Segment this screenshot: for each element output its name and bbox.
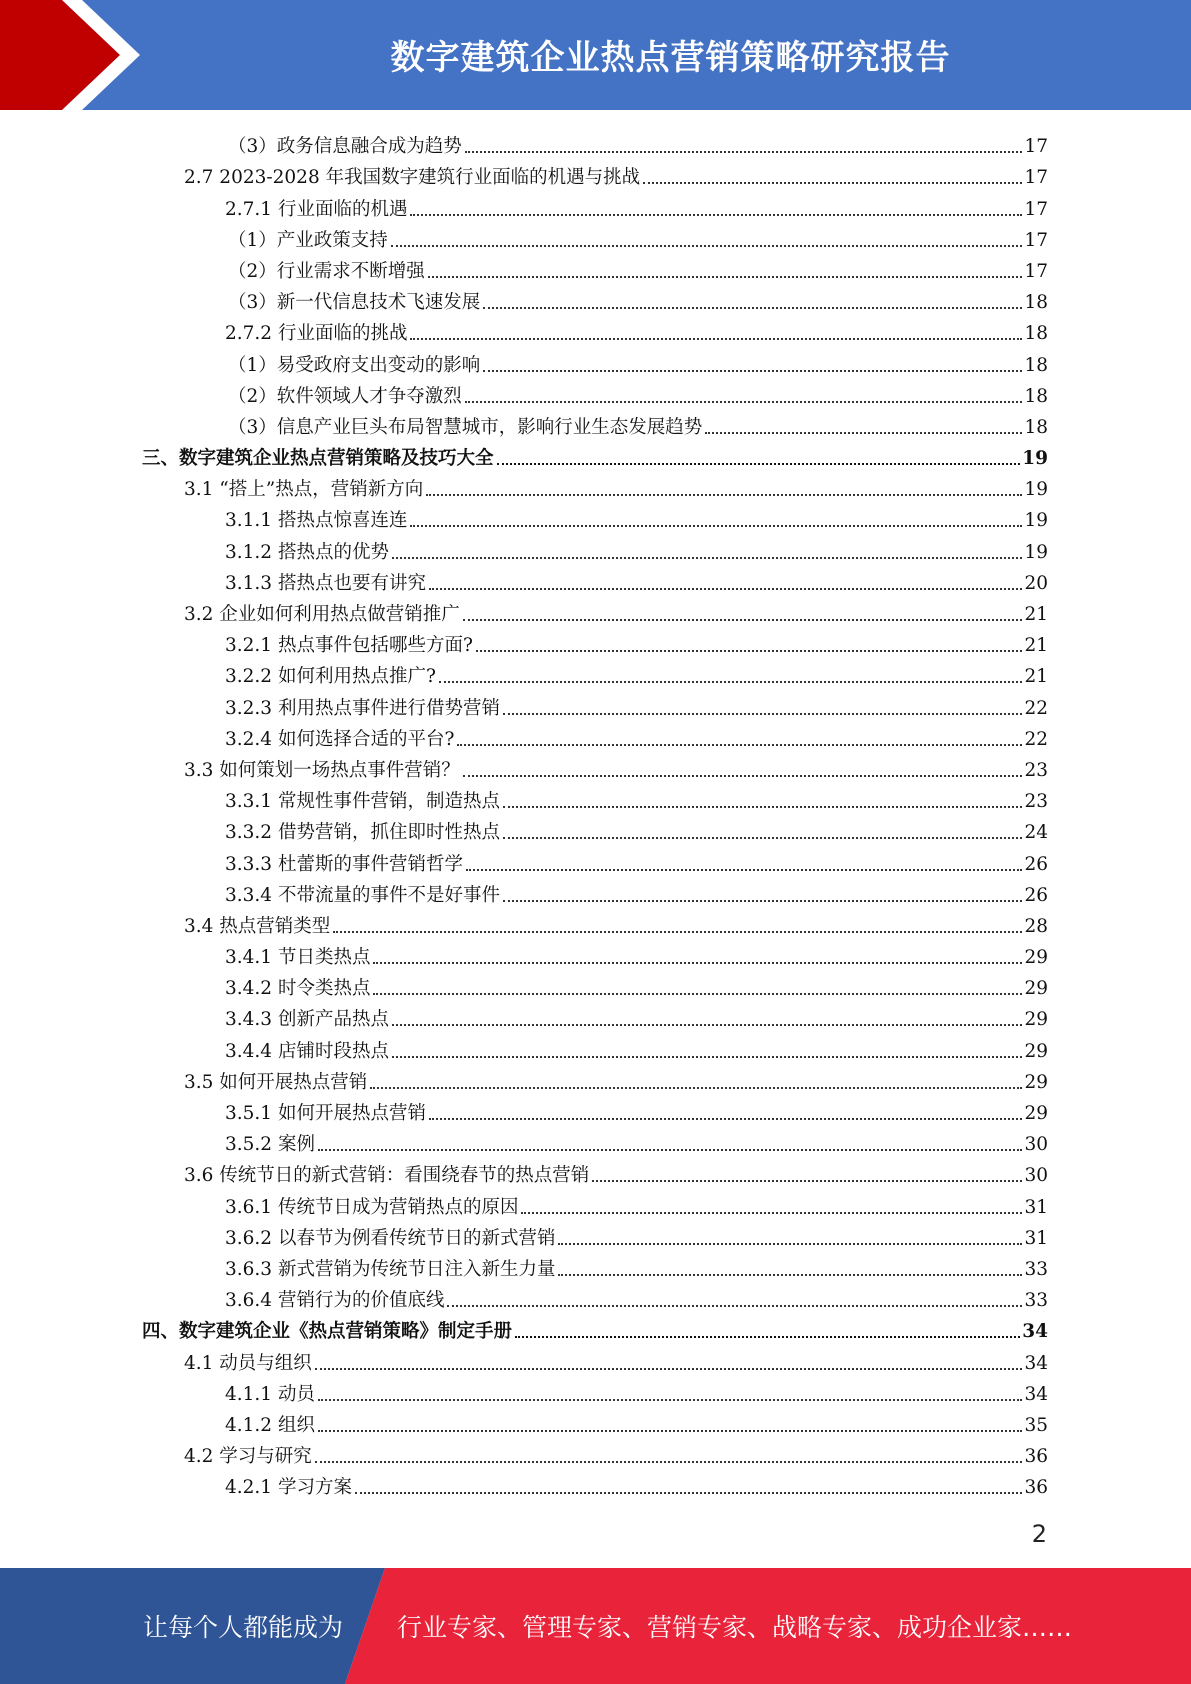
toc-entry-page: 30 <box>1024 1165 1048 1187</box>
toc-entry-label: 4.1.2 组织 <box>225 1414 315 1436</box>
toc-entry-page: 31 <box>1024 1196 1048 1218</box>
toc-entry[interactable] <box>0 657 1191 688</box>
toc-entry[interactable] <box>0 252 1191 283</box>
toc-entry-label: 3.3.3 杜蕾斯的事件营销哲学 <box>225 853 463 875</box>
toc-leader-dots <box>355 1492 1023 1494</box>
toc-leader-dots <box>373 993 1022 995</box>
toc-leader-dots <box>465 151 1023 153</box>
toc-leader-dots <box>457 744 1022 746</box>
toc-entry-page: 18 <box>1024 354 1048 376</box>
toc-entry-page: 23 <box>1024 791 1048 813</box>
toc-entry-label: 3.2.3 利用热点事件进行借势营销 <box>225 697 500 719</box>
toc-entry[interactable] <box>0 1187 1191 1218</box>
toc-entry-label: （1）产业政策支持 <box>228 229 388 251</box>
toc-entry[interactable] <box>0 876 1191 907</box>
toc-entry-label: 3.4.3 创新产品热点 <box>225 1009 389 1031</box>
footer-slogan-right: 行业专家、管理专家、营销专家、战略专家、成功企业家…… <box>397 1613 1073 1642</box>
toc-leader-dots <box>315 1461 1023 1463</box>
toc-entry-label: 3.5.2 案例 <box>225 1134 315 1156</box>
toc-leader-dots <box>463 775 1023 777</box>
toc-entry-label: 3.1.2 搭热点的优势 <box>225 541 389 563</box>
toc-entry-page: 29 <box>1024 1071 1048 1093</box>
toc-leader-dots <box>503 837 1022 839</box>
toc-entry-label: 3.2.4 如何选择合适的平台? <box>225 728 455 750</box>
toc-entry-page: 18 <box>1024 416 1048 438</box>
toc-leader-dots <box>503 713 1022 715</box>
toc-entry-label: 3.3.4 不带流量的事件不是好事件 <box>225 884 500 906</box>
toc-leader-dots <box>318 1430 1023 1432</box>
toc-entry-page: 26 <box>1024 884 1048 906</box>
page-footer <box>0 1568 1191 1684</box>
toc-leader-dots <box>483 370 1022 372</box>
toc-entry-page: 17 <box>1024 167 1048 189</box>
toc-leader-dots <box>429 588 1022 590</box>
toc-entry-page: 36 <box>1024 1477 1048 1499</box>
toc-leader-dots <box>465 401 1023 403</box>
toc-entry-page: 33 <box>1024 1290 1048 1312</box>
toc-entry[interactable] <box>0 1125 1191 1156</box>
toc-entry-label: 2.7.1 行业面临的机遇 <box>225 198 408 220</box>
toc-entry-page: 28 <box>1024 915 1048 937</box>
toc-entry-page: 19 <box>1024 541 1048 563</box>
toc-entry-page: 17 <box>1024 260 1048 282</box>
toc-entry-label: （1）易受政府支出变动的影响 <box>228 354 481 376</box>
toc-entry[interactable] <box>0 595 1191 626</box>
toc-entry-page: 29 <box>1024 947 1048 969</box>
toc-entry[interactable] <box>0 782 1191 813</box>
toc-entry-label: 4.2 学习与研究 <box>184 1446 312 1468</box>
toc-entry-page: 34 <box>1024 1383 1048 1405</box>
toc-leader-dots <box>410 214 1022 216</box>
toc-entry[interactable] <box>0 1156 1191 1187</box>
toc-leader-dots <box>428 276 1023 278</box>
toc-leader-dots <box>466 869 1022 871</box>
toc-entry[interactable] <box>0 751 1191 782</box>
toc-entry-page: 36 <box>1024 1446 1048 1468</box>
toc-entry[interactable] <box>0 1000 1191 1031</box>
toc-entry[interactable] <box>0 720 1191 751</box>
toc-entry[interactable] <box>0 314 1191 345</box>
toc-leader-dots <box>392 557 1022 559</box>
toc-entry-label: 3.6.1 传统节日成为营销热点的原因 <box>225 1196 519 1218</box>
toc-entry-label: （3）信息产业巨头布局智慧城市，影响行业生态发展趋势 <box>228 416 703 438</box>
toc-entry-page: 17 <box>1024 229 1048 251</box>
toc-leader-dots <box>521 1212 1022 1214</box>
toc-entry[interactable] <box>0 1281 1191 1312</box>
toc-entry[interactable] <box>0 907 1191 938</box>
toc-entry[interactable] <box>0 377 1191 408</box>
toc-leader-dots <box>476 650 1023 652</box>
toc-entry-page: 24 <box>1024 822 1048 844</box>
footer-slogan-left: 让每个人都能成为 <box>143 1613 344 1642</box>
toc-leader-dots <box>426 494 1022 496</box>
toc-entry-page: 19 <box>1024 510 1048 532</box>
toc-entry-page: 19 <box>1022 448 1048 470</box>
toc-entry-label: 四、数字建筑企业《热点营销策略》制定手册 <box>142 1321 513 1343</box>
toc-entry[interactable] <box>0 127 1191 158</box>
toc-entry-page: 21 <box>1024 635 1048 657</box>
toc-entry-page: 29 <box>1024 1040 1048 1062</box>
toc-entry-label: 3.6.4 营销行为的价值底线 <box>225 1290 445 1312</box>
toc-leader-dots <box>373 962 1022 964</box>
toc-leader-dots <box>318 1149 1023 1151</box>
toc-entry[interactable] <box>0 1312 1191 1343</box>
toc-entry-page: 34 <box>1024 1352 1048 1374</box>
toc-entry[interactable] <box>0 501 1191 532</box>
toc-entry-page: 34 <box>1022 1321 1048 1343</box>
toc-entry-page: 26 <box>1024 853 1048 875</box>
toc-entry[interactable] <box>0 1468 1191 1499</box>
toc-entry[interactable] <box>0 470 1191 501</box>
red-chevron-graphic <box>0 0 160 110</box>
toc-entry[interactable] <box>0 158 1191 189</box>
toc-entry[interactable] <box>0 221 1191 252</box>
toc-entry-label: 3.2 企业如何利用热点做营销推广 <box>184 604 460 625</box>
toc-entry-label: 3.2.2 如何利用热点推广? <box>225 666 436 688</box>
toc-entry-page: 21 <box>1024 604 1048 625</box>
toc-entry[interactable] <box>0 564 1191 595</box>
toc-entry[interactable] <box>0 1437 1191 1468</box>
toc-leader-dots <box>643 182 1022 184</box>
toc-leader-dots <box>558 1274 1022 1276</box>
toc-entry-page: 22 <box>1024 728 1048 750</box>
toc-leader-dots <box>705 432 1022 434</box>
toc-entry-page: 18 <box>1024 323 1048 345</box>
toc-entry[interactable] <box>0 532 1191 563</box>
toc-entry-label: 三、数字建筑企业热点营销策略及技巧大全 <box>142 448 494 470</box>
toc-entry-page: 29 <box>1024 1009 1048 1031</box>
toc-entry-label: 3.1.1 搭热点惊喜连连 <box>225 510 408 532</box>
toc-entry[interactable] <box>0 439 1191 470</box>
toc-leader-dots <box>429 1118 1022 1120</box>
toc-entry-page: 33 <box>1024 1258 1048 1280</box>
toc-leader-dots <box>447 1305 1022 1307</box>
toc-entry[interactable] <box>0 283 1191 314</box>
toc-leader-dots <box>515 1336 1020 1338</box>
toc-entry-page: 29 <box>1024 978 1048 1000</box>
toc-entry[interactable] <box>0 345 1191 376</box>
toc-leader-dots <box>558 1243 1022 1245</box>
toc-entry[interactable] <box>0 1375 1191 1406</box>
toc-entry[interactable] <box>0 408 1191 439</box>
toc-entry-page: 17 <box>1024 198 1048 220</box>
toc-leader-dots <box>392 1024 1022 1026</box>
table-of-contents <box>0 127 1191 1499</box>
toc-entry[interactable] <box>0 813 1191 844</box>
toc-leader-dots <box>318 1399 1023 1401</box>
toc-entry-label: 3.5 如何开展热点营销 <box>184 1071 368 1093</box>
toc-entry[interactable] <box>0 1063 1191 1094</box>
toc-leader-dots <box>503 900 1022 902</box>
toc-entry-label: 3.6.3 新式营销为传统节日注入新生力量 <box>225 1258 556 1280</box>
toc-entry-label: 2.7.2 行业面临的挑战 <box>225 323 408 345</box>
toc-leader-dots <box>370 1087 1022 1089</box>
toc-entry-page: 18 <box>1024 385 1048 407</box>
toc-leader-dots <box>439 681 1023 683</box>
toc-entry[interactable] <box>0 1219 1191 1250</box>
toc-leader-dots <box>392 1056 1022 1058</box>
toc-entry[interactable] <box>0 1406 1191 1437</box>
toc-entry-page: 35 <box>1024 1414 1048 1436</box>
toc-entry-label: 3.6.2 以春节为例看传统节日的新式营销 <box>225 1227 556 1249</box>
toc-entry-page: 29 <box>1024 1103 1048 1124</box>
toc-entry-label: 3.5.1 如何开展热点营销 <box>225 1103 426 1124</box>
toc-leader-dots <box>410 338 1022 340</box>
toc-entry-page: 23 <box>1024 759 1048 781</box>
toc-entry[interactable] <box>0 844 1191 875</box>
toc-entry-label: 3.3.1 常规性事件营销，制造热点 <box>225 791 500 813</box>
toc-entry-label: 3.1 “搭上”热点，营销新方向 <box>184 479 424 501</box>
toc-entry-page: 17 <box>1024 136 1048 158</box>
toc-entry-page: 18 <box>1024 292 1048 314</box>
toc-entry-page: 20 <box>1024 572 1048 594</box>
page-header <box>0 0 1191 110</box>
toc-entry-label: 3.1.3 搭热点也要有讲究 <box>225 572 426 594</box>
toc-entry-page: 19 <box>1024 479 1048 501</box>
toc-entry[interactable] <box>0 1343 1191 1374</box>
toc-leader-dots <box>503 806 1022 808</box>
toc-entry-label: 4.2.1 学习方案 <box>225 1477 352 1499</box>
toc-leader-dots <box>592 1180 1022 1182</box>
toc-entry[interactable] <box>0 1031 1191 1062</box>
toc-entry-label: 4.1.1 动员 <box>225 1383 315 1405</box>
toc-entry[interactable] <box>0 1250 1191 1281</box>
toc-entry[interactable] <box>0 688 1191 719</box>
toc-leader-dots <box>497 463 1021 465</box>
toc-entry-label: （3）新一代信息技术飞速发展 <box>228 292 481 314</box>
toc-entry[interactable] <box>0 1094 1191 1125</box>
toc-entry-label: 3.4.2 时令类热点 <box>225 978 371 1000</box>
toc-entry-label: （3）政务信息融合成为趋势 <box>228 136 462 158</box>
toc-entry-label: 3.4.1 节日类热点 <box>225 947 371 969</box>
toc-entry[interactable] <box>0 938 1191 969</box>
page-number: 2 <box>1031 1520 1047 1548</box>
toc-entry-label: 3.4.4 店铺时段热点 <box>225 1040 389 1062</box>
toc-leader-dots <box>483 307 1022 309</box>
toc-entry-label: 3.3.2 借势营销，抓住即时性热点 <box>225 822 500 844</box>
toc-entry-label: 3.3 如何策划一场热点事件营销？ <box>184 759 460 781</box>
toc-entry-page: 22 <box>1024 697 1048 719</box>
toc-leader-dots <box>315 1368 1023 1370</box>
toc-leader-dots <box>333 931 1022 933</box>
toc-entry-label: 2.7 2023-2028 年我国数字建筑行业面临的机遇与挑战 <box>184 167 641 189</box>
toc-leader-dots <box>410 525 1022 527</box>
toc-entry-label: （2）行业需求不断增强 <box>228 260 425 282</box>
toc-leader-dots <box>391 245 1023 247</box>
toc-entry[interactable] <box>0 626 1191 657</box>
report-title: 数字建筑企业热点营销策略研究报告 <box>390 37 951 78</box>
toc-leader-dots <box>463 619 1023 621</box>
toc-entry-label: 3.6 传统节日的新式营销：看围绕春节的热点营销 <box>184 1165 590 1187</box>
toc-entry-page: 31 <box>1024 1227 1048 1249</box>
toc-entry-label: （2）软件领域人才争夺激烈 <box>228 385 462 407</box>
toc-entry[interactable] <box>0 969 1191 1000</box>
toc-entry-page: 21 <box>1024 666 1048 688</box>
toc-entry-label: 3.2.1 热点事件包括哪些方面? <box>225 635 473 657</box>
toc-entry-label: 4.1 动员与组织 <box>184 1352 312 1374</box>
toc-entry[interactable] <box>0 189 1191 220</box>
toc-entry-page: 30 <box>1024 1134 1048 1156</box>
toc-entry-label: 3.4 热点营销类型 <box>184 915 331 937</box>
